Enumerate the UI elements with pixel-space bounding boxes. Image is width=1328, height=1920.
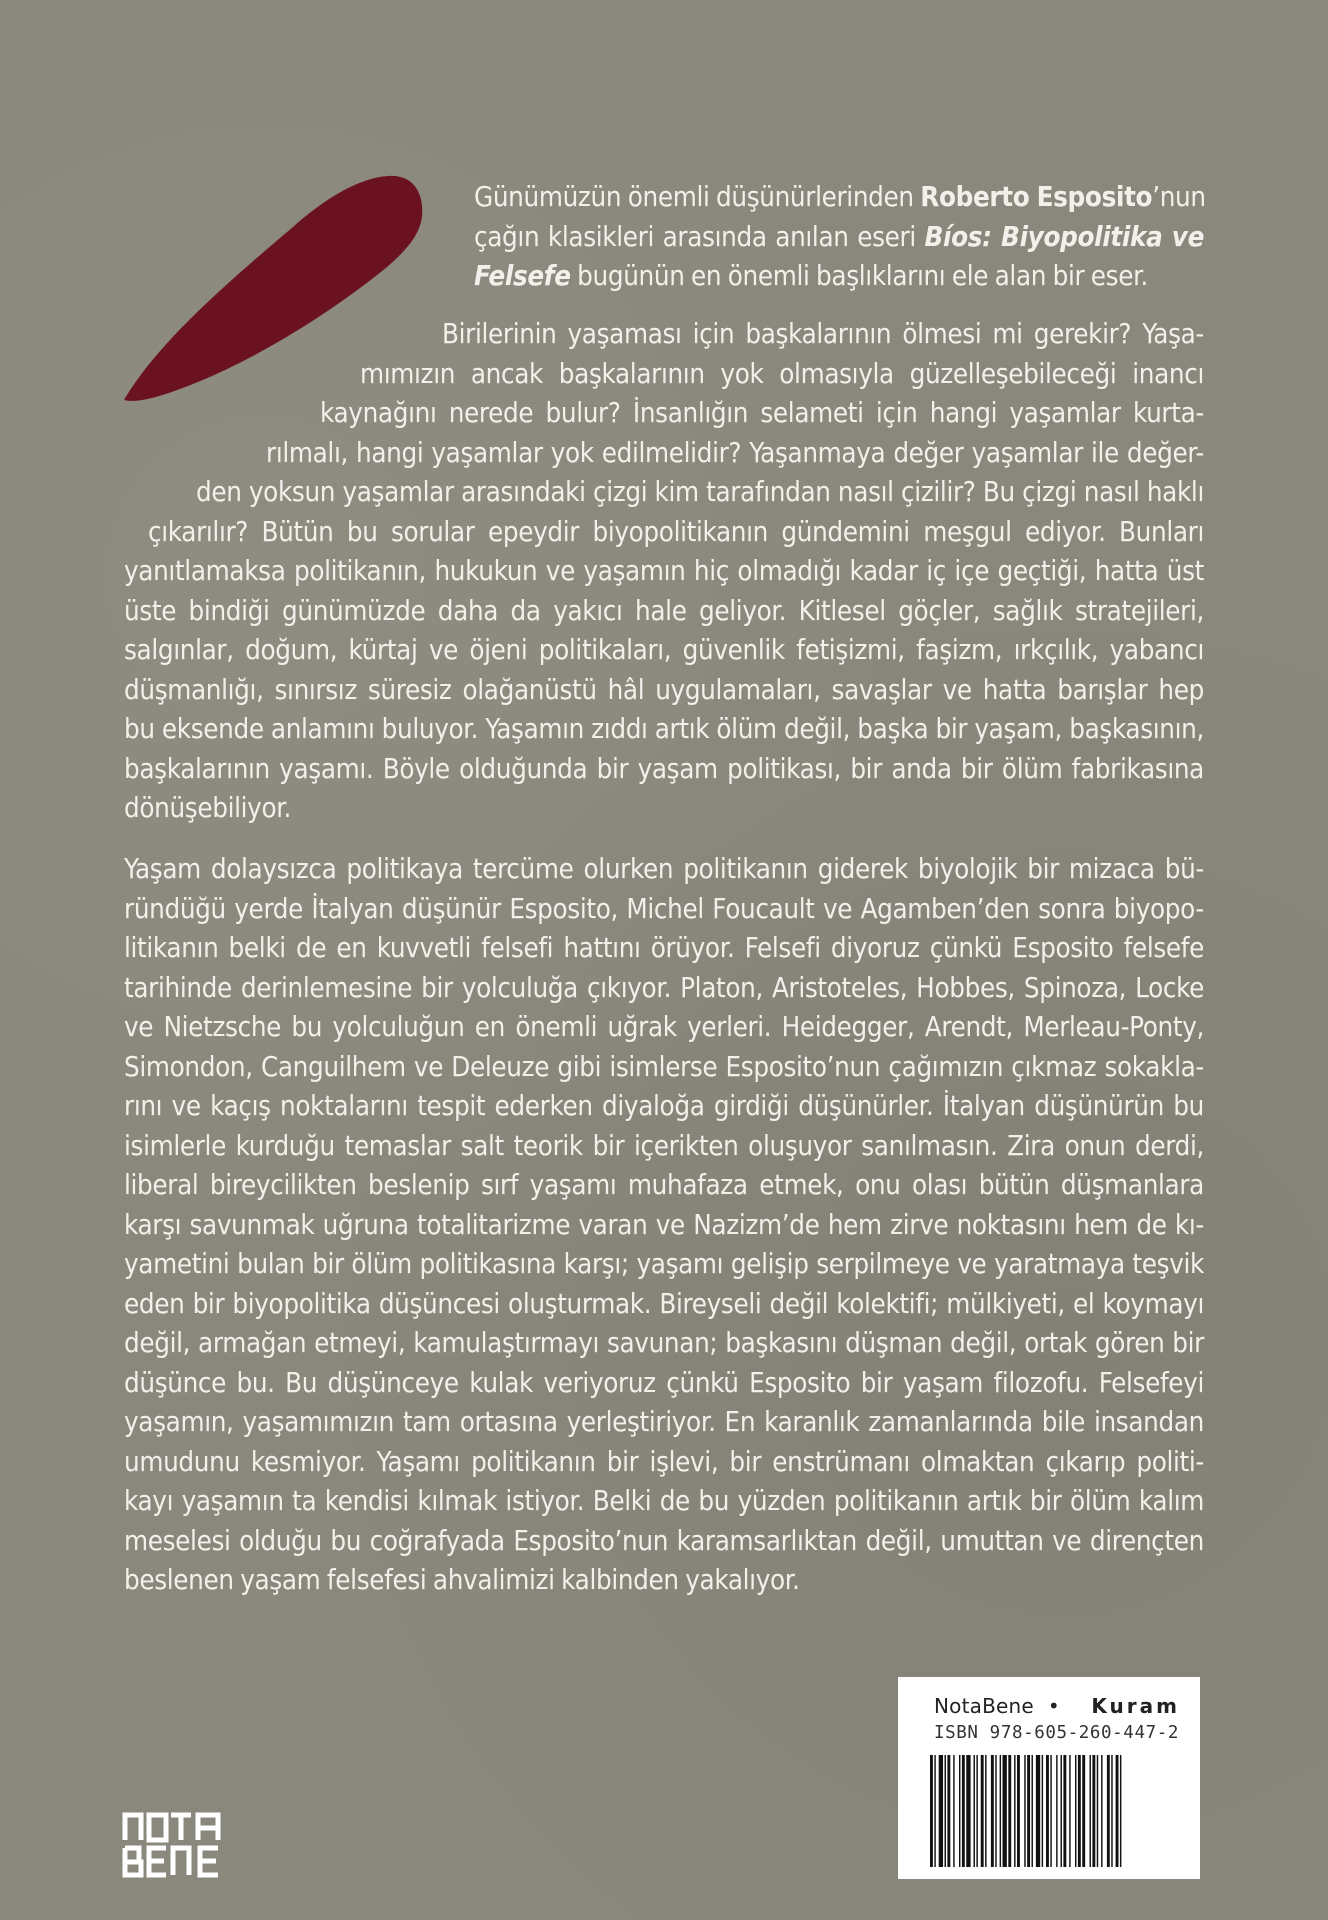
author-name: Roberto Esposito bbox=[920, 181, 1153, 213]
intro-line bbox=[474, 178, 1204, 218]
paragraph-line: düşmanlığı, sınırsız süresiz olağanüstü hâl uygulamaları, savaşlar ve hatta barışlar hep bbox=[124, 673, 1204, 706]
description-paragraph bbox=[124, 850, 1204, 1601]
barcode-bar bbox=[1000, 1755, 1001, 1867]
text-run: bugünün en önemli başlıklarını ele alan bir eser. bbox=[570, 260, 1148, 292]
barcode-bar bbox=[966, 1755, 970, 1867]
intro-line bbox=[474, 218, 1204, 258]
paragraph-line: kaynağını nerede bulur? İnsanlığın selameti için hangi yaşamlar kurta- bbox=[320, 397, 1204, 429]
barcode-bar bbox=[1032, 1755, 1033, 1867]
barcode-bar bbox=[1003, 1755, 1007, 1867]
barcode-bar bbox=[1101, 1755, 1102, 1867]
barcode-bar bbox=[1056, 1755, 1057, 1867]
text-run: Günümüzün önemli düşünürlerinden bbox=[474, 181, 921, 213]
barcode-bar bbox=[995, 1755, 996, 1867]
barcode-bar bbox=[959, 1755, 960, 1867]
barcode-bar bbox=[1046, 1755, 1049, 1867]
paragraph-line: rılmalı, hangi yaşamlar yok edilmelidir? Yaşanmaya değer yaşamlar ile değer- bbox=[266, 436, 1204, 469]
barcode-bar bbox=[945, 1755, 946, 1867]
paragraph-line: kayı yaşamın ta kendisi kılmak istiyor. Belki de bu yüzden politikanın artık bir ölüm kalım bbox=[124, 1485, 1204, 1517]
barcode-bar bbox=[1075, 1755, 1076, 1867]
book-title: Bíos: Biyopolitika ve bbox=[924, 220, 1204, 253]
barcode-header bbox=[934, 1691, 1180, 1721]
barcode-bar bbox=[947, 1755, 950, 1867]
paragraph-line: ve Nietzsche bu yolculuğun en önemli uğrak yerleri. Heidegger, Arendt, Merleau-Ponty, bbox=[124, 1011, 1204, 1043]
barcode-bar bbox=[1042, 1755, 1043, 1867]
bullet-separator: • bbox=[1047, 1694, 1060, 1718]
paragraph-line: değil, armağan etmeyi, kamulaştırmayı savunan; başkasını düşman değil, ortak gören bir bbox=[124, 1327, 1204, 1359]
barcode-bar bbox=[1036, 1755, 1040, 1867]
paragraph-line: tarihinde derinlemesine bir yolculuğa çıkıyor. Platon, Aristoteles, Hobbes, Spinoza, Locke bbox=[124, 971, 1204, 1004]
paragraph-line: litikanın belki de en kuvvetli felsefi hattını örüyor. Felsefi diyoruz çünkü Esposito felsefe bbox=[124, 932, 1204, 964]
paragraph-line: eden bir biyopolitika düşüncesi oluşturmak. Bireyseli değil kolektifi; mülkiyeti, el koymayı bbox=[124, 1287, 1204, 1320]
barcode-bars bbox=[930, 1755, 1174, 1867]
barcode-bar bbox=[1061, 1755, 1062, 1867]
paragraph-line: rını ve kaçış noktalarını tespit ederken diyaloğa girdiği düşünürler. İtalyan düşünürün bu bbox=[124, 1090, 1204, 1122]
series-name: Kuram bbox=[1091, 1694, 1180, 1718]
barcode-bar bbox=[1107, 1755, 1110, 1867]
barcode-bar bbox=[974, 1755, 975, 1867]
barcode-bar bbox=[934, 1755, 935, 1867]
barcode-bar bbox=[976, 1755, 977, 1867]
questions-paragraph bbox=[124, 315, 1204, 829]
paragraph-line: meselesi olduğu bu coğrafyada Esposito’nun karamsarlıktan değil, umuttan ve dirençten bbox=[124, 1524, 1204, 1557]
paragraph-line: isimlerle kurduğu temaslar salt teorik bir içerikten oluşuyor sanılmasın. Zira onun derdi, bbox=[124, 1129, 1204, 1162]
paragraph-line: mımızın ancak başkalarının yok olmasıyla güzelleşebileceği inancı bbox=[360, 357, 1204, 390]
book-title: Felsefe bbox=[474, 260, 571, 292]
barcode-bar bbox=[939, 1755, 943, 1867]
logo-text: NOTA bbox=[122, 1810, 125, 1811]
text-run: ’nun bbox=[1152, 181, 1206, 213]
paragraph-line: den yoksun yaşamlar arasındaki çizgi kim tarafından nasıl çizilir? Bu çizgi nasıl haklı bbox=[196, 476, 1204, 508]
isbn-text: ISBN 978-605-260-447-2 bbox=[934, 1723, 1179, 1743]
barcode-bar bbox=[1111, 1755, 1112, 1867]
barcode-bar bbox=[985, 1755, 986, 1867]
publisher-name: NotaBene bbox=[934, 1694, 1034, 1718]
barcode-label bbox=[898, 1677, 1200, 1879]
paragraph-line: bu eksende anlamını buluyor. Yaşamın zıddı artık ölüm değil, başka bir yaşam, başkasının, bbox=[124, 713, 1204, 745]
barcode-bar bbox=[1014, 1755, 1015, 1867]
paragraph-line: ründüğü yerde İtalyan düşünür Esposito, Michel Foucault ve Agamben’den sonra biyopo- bbox=[124, 892, 1204, 925]
nota-bene-logo bbox=[122, 1810, 224, 1880]
barcode-bar bbox=[1092, 1755, 1095, 1867]
paragraph-line: Simondon, Canguilhem ve Deleuze gibi isimlerse Esposito’nun çağımızın çıkmaz sokakla- bbox=[124, 1050, 1204, 1083]
paragraph-line: başkalarının yaşamı. Böyle olduğunda bir yaşam politikası, bir anda bir ölüm fabrikasına bbox=[124, 752, 1204, 785]
intro-line bbox=[474, 257, 1204, 297]
barcode-bar bbox=[1090, 1755, 1091, 1867]
barcode-bar bbox=[962, 1755, 965, 1867]
barcode-bar bbox=[1024, 1755, 1025, 1867]
barcode-bar bbox=[1027, 1755, 1030, 1867]
paragraph-line: yaşamın, yaşamımızın tam ortasına yerleştiriyor. En karanlık zamanlarında bile insandan bbox=[124, 1406, 1204, 1438]
paragraph-line: yametini bulan bir ölüm politikasına karşı; yaşamı gelişip serpilmeye ve yaratmaya teşvik bbox=[124, 1248, 1204, 1280]
barcode-bar bbox=[1078, 1755, 1081, 1867]
barcode-bar bbox=[1050, 1755, 1051, 1867]
barcode-bar bbox=[953, 1755, 954, 1867]
barcode-bar bbox=[1116, 1755, 1119, 1867]
barcode-bar bbox=[1063, 1755, 1066, 1867]
intro-paragraph bbox=[474, 178, 1204, 297]
paragraph-line: liberal bireycilikten beslenip sırf yaşamı muhafaza etmek, onu olası bütün düşmanlara bbox=[124, 1169, 1204, 1201]
barcode-bar bbox=[930, 1755, 933, 1867]
paragraph-line: Yaşam dolaysızca politikaya tercüme olurken politikanın giderek biyolojik bir mizaca bü- bbox=[124, 853, 1204, 885]
paragraph-line: beslenen yaşam felsefesi ahvalimizi kalbinden yakalıyor. bbox=[124, 1564, 800, 1596]
barcode-bar bbox=[1069, 1755, 1070, 1867]
barcode-bar bbox=[1017, 1755, 1020, 1867]
barcode-bar bbox=[991, 1755, 994, 1867]
paragraph-line: salgınlar, doğum, kürtaj ve öjeni politikaları, güvenlik fetişizmi, faşizm, ırkçılık, yabancı bbox=[124, 634, 1204, 666]
barcode-bar bbox=[1082, 1755, 1085, 1867]
barcode-bar bbox=[1097, 1755, 1098, 1867]
paragraph-line: düşünce bu. Bu düşünceye kulak veriyoruz çünkü Esposito bir yaşam filozofu. Felsefeyi bbox=[124, 1366, 1204, 1399]
paragraph-line: üste bindiği günümüzde daha da yakıcı hale geliyor. Kitlesel göçler, sağlık stratejileri, bbox=[124, 594, 1204, 627]
paragraph-line: çıkarılır? Bütün bu sorular epeydir biyopolitikanın gündemini meşgul ediyor. Bunları bbox=[148, 515, 1204, 548]
paragraph-line: karşı savunmak uğruna totalitarizme varan ve Nazizm’de hem zirve noktasını hem de kı- bbox=[124, 1208, 1204, 1241]
paragraph-line: dönüşebiliyor. bbox=[124, 792, 292, 824]
barcode-bar bbox=[981, 1755, 984, 1867]
paragraph-line: Birilerinin yaşaması için başkalarının ölmesi mi gerekir? Yaşa- bbox=[442, 318, 1204, 350]
barcode-bar bbox=[1008, 1755, 1011, 1867]
text-run: çağın klasikleri arasında anılan eseri bbox=[474, 220, 925, 253]
barcode-bar bbox=[1120, 1755, 1121, 1867]
paragraph-line: umudunu kesmiyor. Yaşamı politikanın bir işlevi, bir enstrümanı olmaktan çıkarıp politi- bbox=[124, 1445, 1204, 1478]
paragraph-line: yanıtlamaksa politikanın, hukukun ve yaşamın hiç olmadığı kadar iç içe geçtiği, hatta üst bbox=[124, 555, 1204, 587]
